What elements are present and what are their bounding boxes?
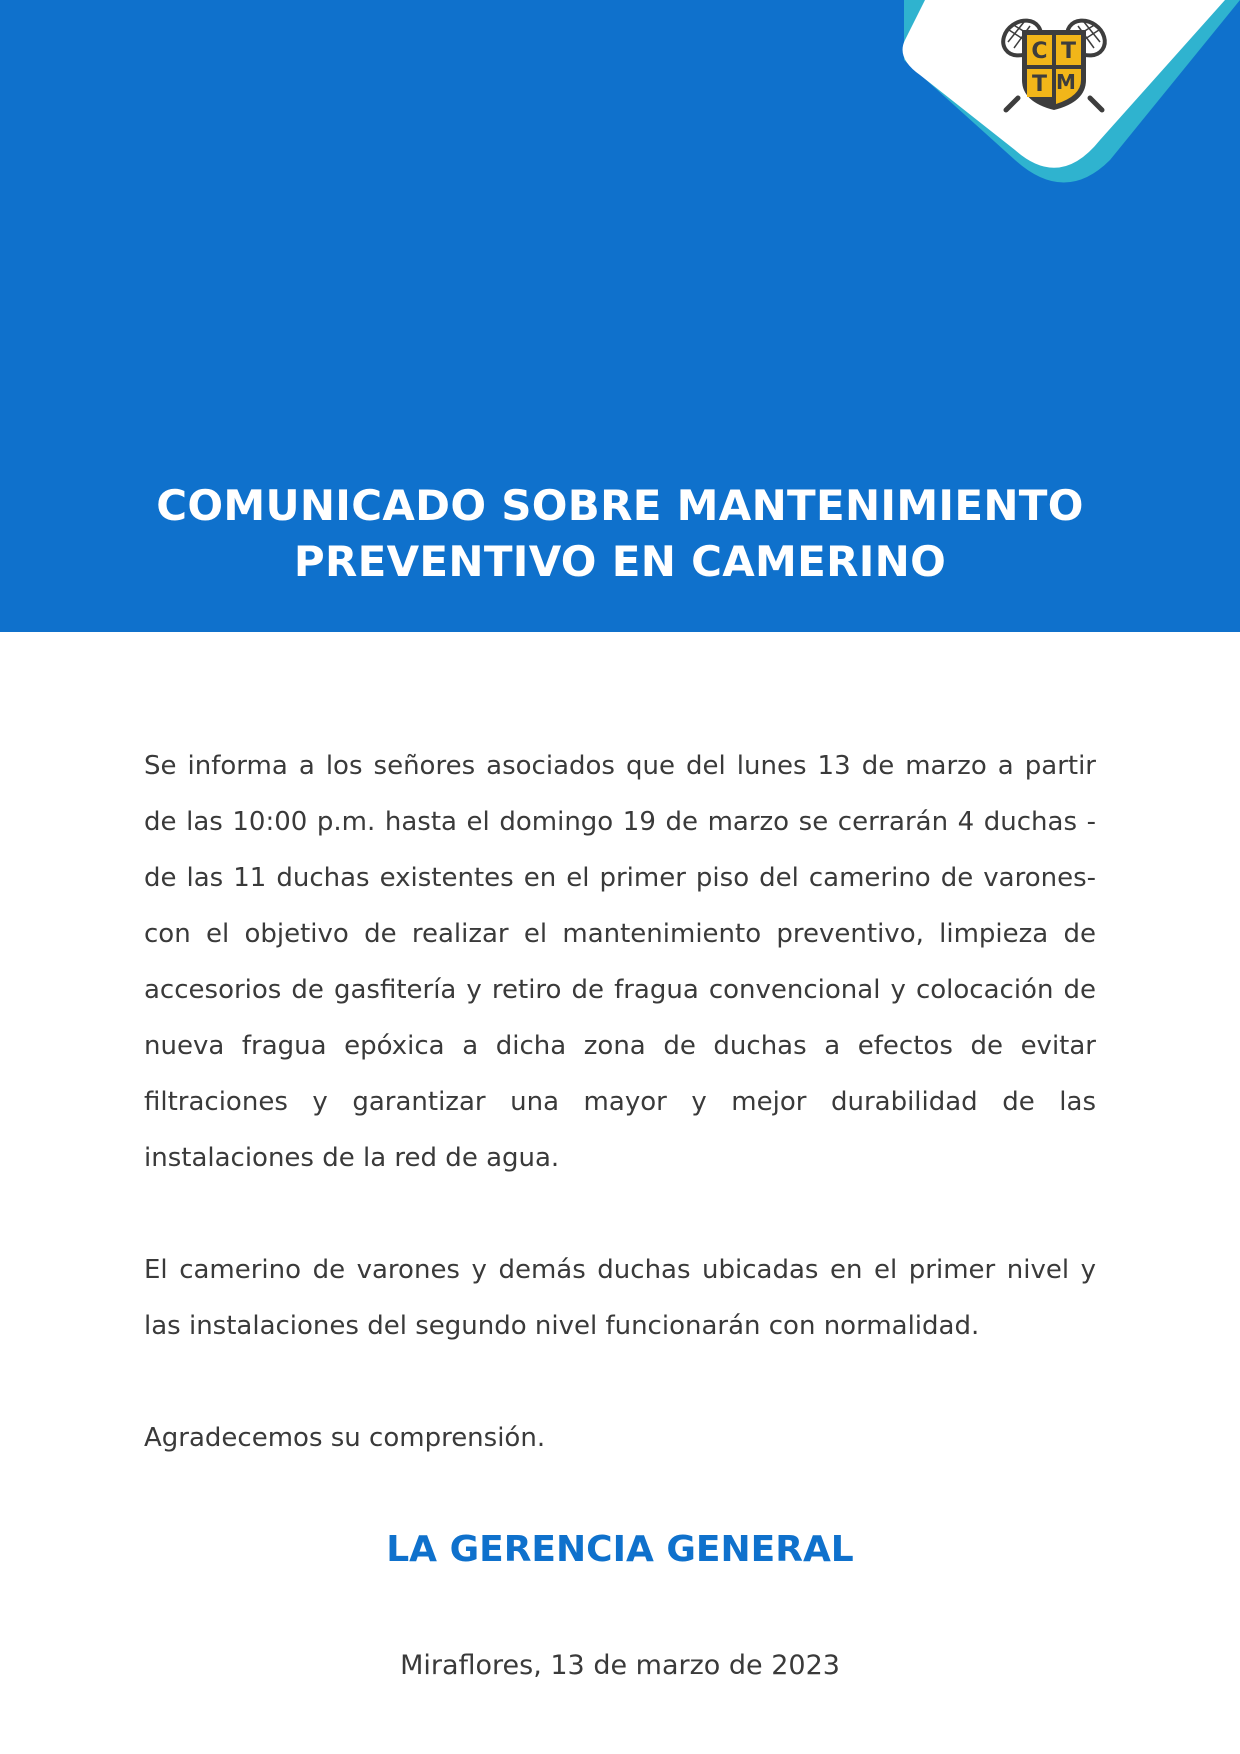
- club-logo: [994, 10, 1114, 120]
- page-title-line-1: COMUNICADO SOBRE MANTENIMIENTO: [156, 481, 1084, 530]
- signature: LA GERENCIA GENERAL: [386, 1529, 854, 1570]
- logo-letter-1: C: [1031, 39, 1048, 64]
- notice-body: [144, 738, 1096, 1466]
- page-title-line-2: PREVENTIVO EN CAMERINO: [293, 537, 947, 586]
- date-line: Miraflores, 13 de marzo de 2023: [400, 1650, 840, 1681]
- logo-letter-3: T: [1031, 72, 1048, 97]
- header-band: [0, 0, 1240, 632]
- closing-line: Agradecemos su comprensión.: [144, 1423, 546, 1453]
- logo-letter-2: T: [1060, 39, 1077, 64]
- page-title: [0, 478, 1240, 590]
- logo-letter-4: M: [1056, 70, 1076, 94]
- notice-paragraph-1: Se informa a los señores asociados que del lunes 13 de marzo a partir de las 10:00 p.m. hasta el domingo 19 de marzo se cerrarán 4 duchas -de las 11 duchas existentes en el primer piso del camerino de varones- con el objetivo de realizar el mantenimiento preventivo, limpieza de accesorios de gasfitería y retiro de fragua convencional y colocación de nueva fragua epóxica a dicha zona de duchas a efectos de evitar filtraciones y garantizar una mayor y mejor durabilidad de las instalaciones de la red de agua.: [144, 751, 1096, 1173]
- notice-paragraph-2: El camerino de varones y demás duchas ubicadas en el primer nivel y las instalaciones del segundo nivel funcionarán con normalidad.: [144, 1255, 1096, 1341]
